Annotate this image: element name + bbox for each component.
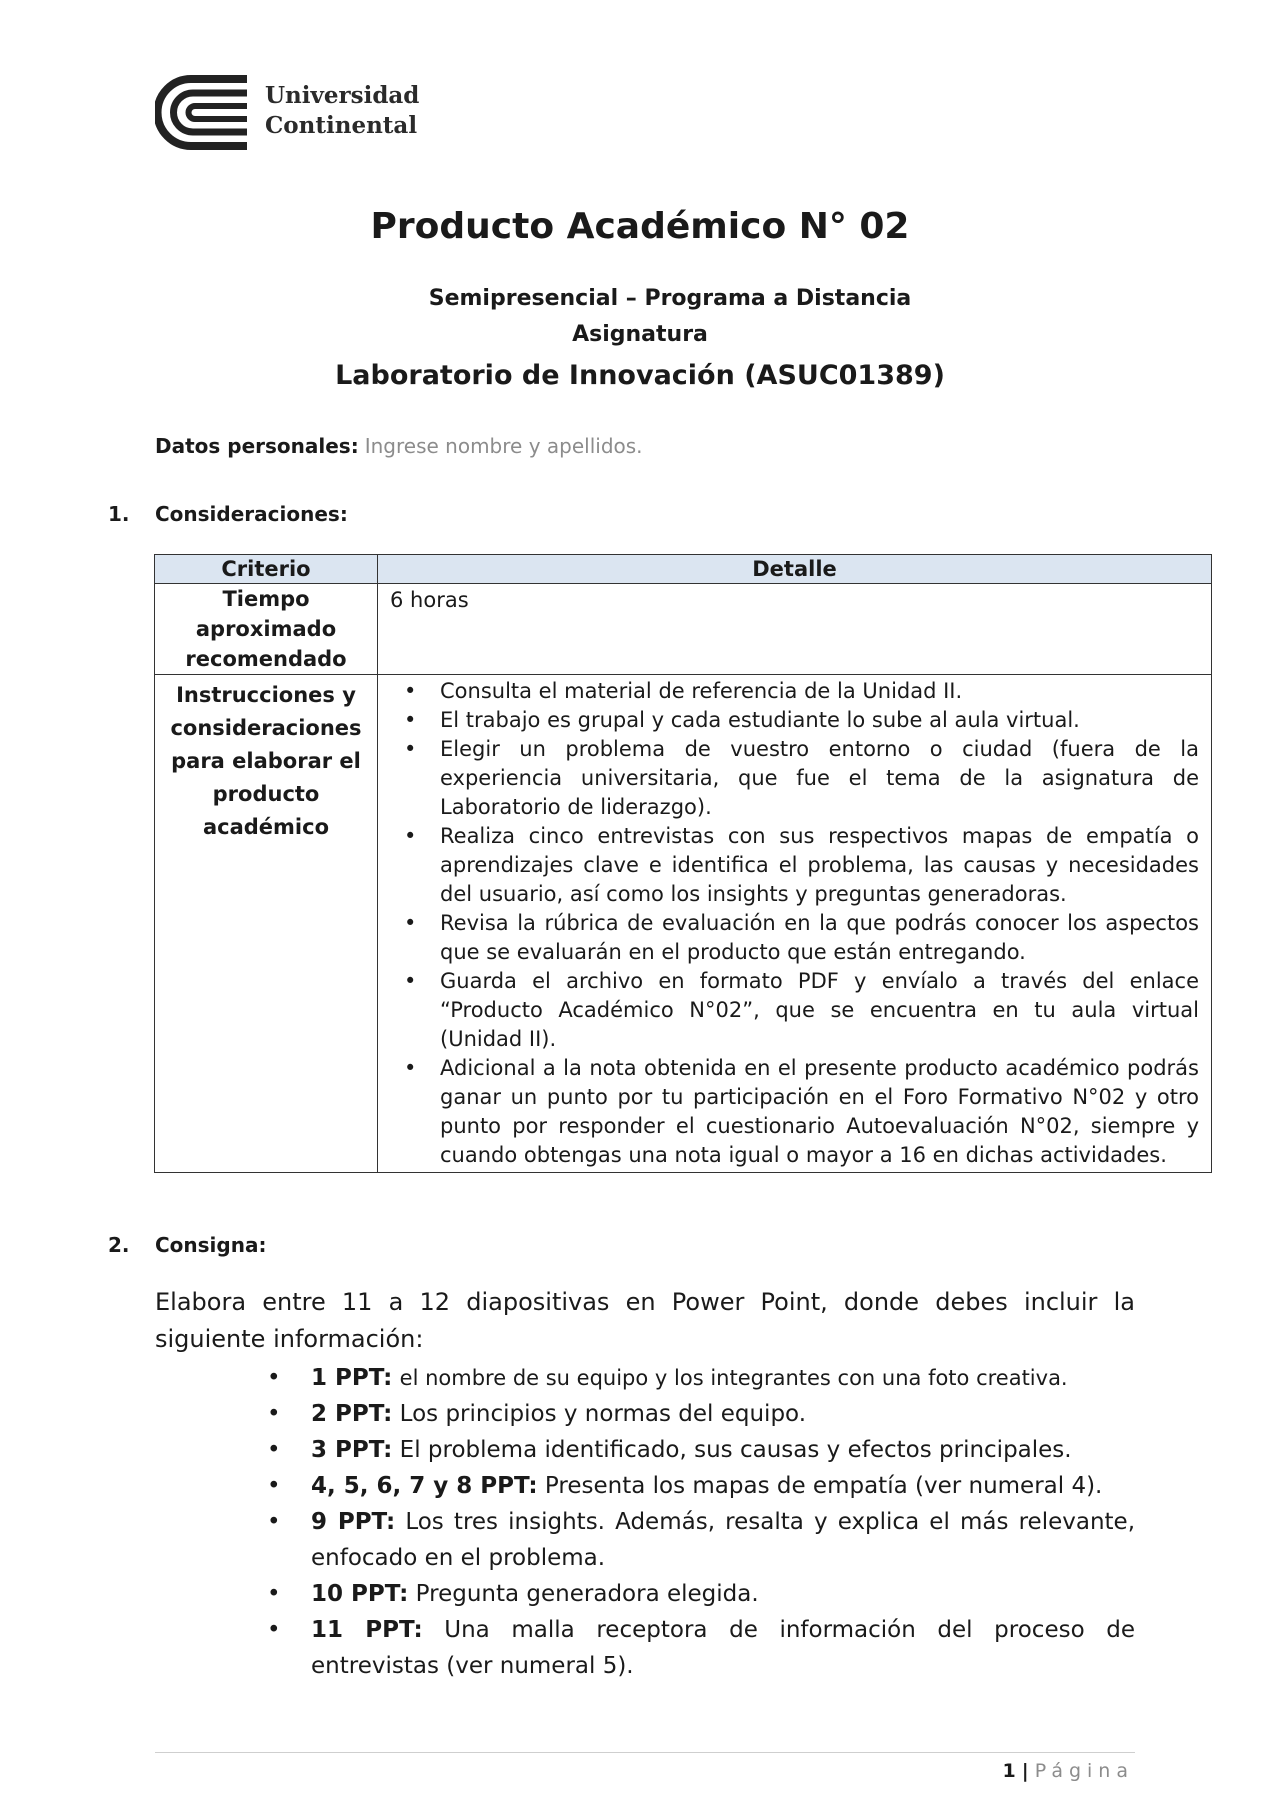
section-number: 2. <box>108 1233 130 1257</box>
criterion-cell: Instrucciones y consideraciones para elaborar el producto académico <box>155 675 378 1173</box>
ppt-text: Pregunta generadora elegida. <box>415 1581 759 1607</box>
ppt-label: 2 PPT: <box>311 1401 393 1427</box>
table-row <box>155 675 1212 1173</box>
list-item: • Realiza cinco entrevistas con sus respectivos mapas de empatía o aprendizajes clave e identifica el problema, las causas y necesidades del usuario, así como los insights y preguntas generadoras. <box>390 822 1199 909</box>
criterion-cell: Tiempo aproximado recomendado <box>155 584 378 675</box>
list-item: • El trabajo es grupal y cada estudiante lo sube al aula virtual. <box>390 706 1199 735</box>
detail-cell: 6 horas <box>378 584 1212 675</box>
course-name: Laboratorio de Innovación (ASUC01389) <box>335 360 945 391</box>
header-detalle: Detalle <box>378 555 1212 584</box>
logo-line-2: Continental <box>265 112 418 139</box>
ppt-label: 3 PPT: <box>311 1437 393 1463</box>
list-item <box>265 1396 1135 1432</box>
document-title: Producto Académico N° 02 <box>370 206 910 247</box>
list-item: • Guarda el archivo en formato PDF y envíalo a través del enlace “Producto Académico N°02”, que se encuentra en tu aula virtual (Unidad II). <box>390 967 1199 1054</box>
ppt-label: 10 PPT: <box>311 1581 409 1607</box>
list-item: • Consulta el material de referencia de la Unidad II. <box>390 677 1199 706</box>
detail-cell <box>378 675 1212 1173</box>
personal-data-label: Datos personales: <box>155 434 359 458</box>
list-item <box>265 1576 1135 1612</box>
section-considerations <box>108 502 348 526</box>
ppt-label: 1 PPT: <box>311 1365 393 1391</box>
list-item <box>265 1360 1135 1396</box>
ppt-label: 4, 5, 6, 7 y 8 PPT: <box>311 1473 538 1499</box>
subject-label: Asignatura <box>572 322 708 347</box>
list-item <box>265 1468 1135 1504</box>
list-item <box>265 1432 1135 1468</box>
ppt-text: Los principios y normas del equipo. <box>399 1401 807 1427</box>
ppt-label: 11 PPT: <box>311 1617 423 1643</box>
consigna-intro: Elabora entre 11 a 12 diapositivas en Power Point, donde debes incluir la siguiente información: <box>155 1288 1135 1353</box>
logo-line-1: Universidad <box>265 82 420 109</box>
list-item: • Revisa la rúbrica de evaluación en la que podrás conocer los aspectos que se evaluarán en el producto que están entregando. <box>390 909 1199 967</box>
list-item: • Adicional a la nota obtenida en el presente producto académico podrás ganar un punto por tu participación en el Foro Formativo N°02 y otro punto por responder el cuestionario Autoevaluación N°02, siempre y cuando obtengas una nota igual o mayor a 16 en dichas actividades. <box>390 1054 1199 1170</box>
continental-logo-icon <box>155 75 255 150</box>
header-criterio: Criterio <box>155 555 378 584</box>
page-word: Página <box>1034 1760 1134 1782</box>
personal-data-placeholder[interactable]: Ingrese nombre y apellidos. <box>364 434 643 458</box>
footer-divider <box>155 1752 1135 1753</box>
table-row <box>155 584 1212 675</box>
criteria-table <box>154 554 1212 1173</box>
section-number: 1. <box>108 502 130 526</box>
ppt-label: 9 PPT: <box>311 1509 396 1535</box>
personal-data <box>155 434 643 458</box>
footer-separator: | <box>1021 1760 1029 1782</box>
list-item <box>265 1612 1135 1684</box>
ppt-text: Una malla receptora de información del proceso de entrevistas (ver numeral 5). <box>311 1617 1135 1679</box>
page-number: 1 <box>1002 1760 1016 1782</box>
list-item: • Elegir un problema de vuestro entorno o ciudad (fuera de la experiencia universitaria, que fue el tema de la asignatura de Laboratorio de liderazgo). <box>390 735 1199 822</box>
table-header-row <box>155 555 1212 584</box>
section-heading: Consideraciones: <box>155 502 348 526</box>
instructions-list <box>390 677 1199 1170</box>
logo-wordmark <box>265 81 419 141</box>
university-logo <box>155 75 425 155</box>
ppt-text: El problema identificado, sus causas y efectos principales. <box>399 1437 1072 1463</box>
section-consigna <box>108 1233 266 1257</box>
ppt-list <box>265 1360 1135 1684</box>
list-item <box>265 1504 1135 1576</box>
modality-subtitle: Semipresencial – Programa a Distancia <box>428 286 912 311</box>
ppt-text: el nombre de su equipo y los integrantes con una foto creativa. <box>399 1366 1068 1390</box>
ppt-text: Los tres insights. Además, resalta y explica el más relevante, enfocado en el problema. <box>311 1509 1136 1571</box>
page-footer <box>1002 1760 1134 1782</box>
section-heading: Consigna: <box>155 1233 267 1257</box>
ppt-text: Presenta los mapas de empatía (ver numeral 4). <box>544 1473 1103 1499</box>
